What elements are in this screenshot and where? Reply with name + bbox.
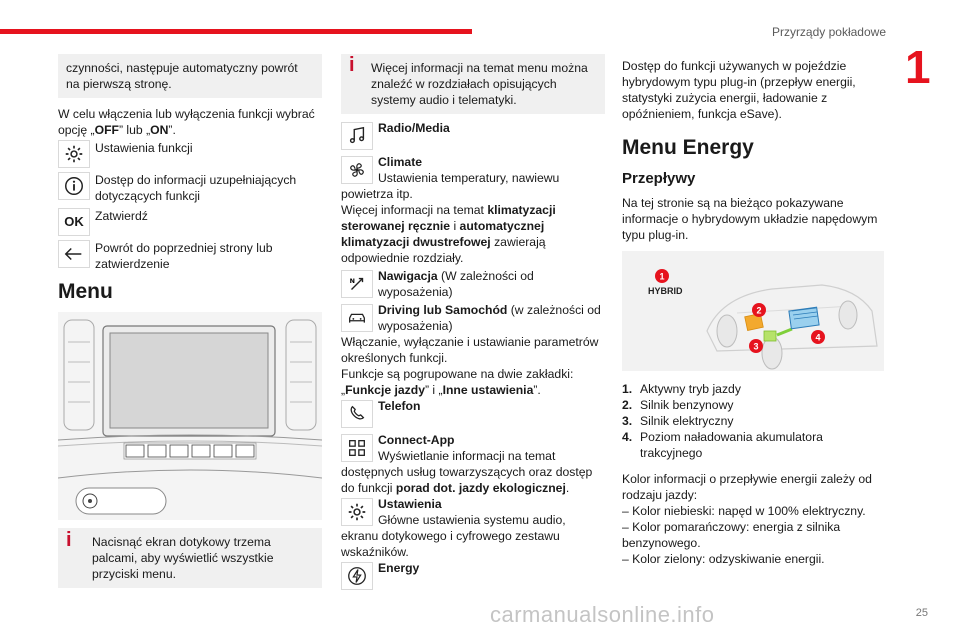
on-label: ON (150, 123, 169, 137)
menu-heading: Menu (58, 280, 113, 303)
list-text: Poziom naładowania akumulatora trakcyjnego (640, 430, 823, 460)
apps-grid-icon (341, 434, 373, 462)
tabs-text-3: ”. (533, 383, 541, 397)
connect-eco-advice: porad dot. jazdy ekologicznej (395, 481, 566, 495)
onoff-text-3: ”. (168, 123, 176, 137)
energy-bolt-icon (341, 562, 373, 590)
page-number: 25 (915, 607, 928, 619)
tabs-text-1: Funkcje są pogrupowane na dwie zakładki: „ (341, 367, 574, 397)
row-text: Powrót do poprzedniej strony lub zatwierdzenie (95, 241, 273, 271)
item-navigation (341, 268, 605, 300)
item-driving (341, 302, 605, 334)
fan-icon (341, 156, 373, 184)
info-icon (58, 172, 90, 200)
color-intro: Kolor informacji o przepływie energii zależy od rodzaju jazdy: (622, 472, 872, 502)
dashboard-illustration (58, 312, 322, 520)
item-phone (341, 398, 605, 430)
column-1 (58, 54, 322, 588)
three-finger-note-text: Nacisnąć ekran dotykowy trzema palcami, aby wyświetlić wszystkie przyciski menu. (92, 535, 274, 581)
tabs-text-2: ” i „ (424, 383, 443, 397)
settings-desc: Główne ustawienia systemu audio, ekranu dotykowego i cyfrowego zestawu wskaźników. (341, 513, 566, 559)
info-note-icon: i (66, 529, 72, 551)
item-settings (341, 496, 605, 560)
hybrid-label: HYBRID (648, 286, 683, 296)
connect-title: Connect-App (378, 433, 455, 447)
row-info (58, 172, 322, 204)
row-back (58, 240, 322, 272)
list-text: Silnik elektryczny (640, 414, 734, 428)
radio-title: Radio/Media (378, 121, 450, 135)
ok-icon: OK (58, 208, 90, 236)
column-3 (622, 58, 886, 567)
row-confirm (58, 208, 322, 236)
list-number: 1. (622, 382, 633, 396)
legend-list (622, 381, 886, 461)
row-text: Zatwierdź (95, 209, 148, 223)
climate-desc: Ustawienia temperatury, nawiewu powietrza itp. (341, 171, 560, 201)
color-orange: – Kolor pomarańczowy: energia z silnika benzynowego. (622, 520, 841, 550)
navigation-arrow-icon (341, 270, 373, 298)
drive-more: Włączanie, wyłączanie i ustawianie parametrów określonych funkcji. (341, 335, 599, 365)
header-accent-bar (0, 29, 472, 34)
tabs-paragraph (341, 366, 605, 398)
onoff-paragraph (58, 106, 322, 138)
connect-desc-2: . (565, 481, 570, 495)
audio-info-note-text: Więcej informacji na temat menu można znaleźć w rozdziałach opisujących systemy audio i telematyki. (371, 61, 588, 107)
item-radio (341, 120, 605, 152)
list-item (622, 381, 886, 397)
svg-text:1: 1 (659, 271, 665, 282)
column-2 (341, 54, 605, 592)
list-text: Aktywny tryb jazdy (640, 382, 741, 396)
section-title: Przyrządy pokładowe (771, 25, 886, 39)
climate-manual: klimatyzacji sterowanej ręcznie (341, 203, 556, 233)
music-note-icon (341, 122, 373, 150)
gear-icon (58, 140, 90, 168)
flows-subheading: Przepływy (622, 170, 696, 187)
color-green: – Kolor zielony: odzyskiwanie energii. (622, 552, 825, 566)
phone-title: Telefon (378, 399, 421, 413)
onoff-text-2: ” lub „ (118, 123, 151, 137)
svg-text:3: 3 (753, 341, 759, 352)
tab-other-settings: Inne ustawienia (442, 383, 534, 397)
item-connect-app (341, 432, 605, 496)
nav-title: Nawigacja (378, 269, 438, 283)
info-note-icon: i (349, 54, 355, 76)
energy-intro: Dostęp do funkcji używanych w pojeździe hybrydowym typu plug-in (przepływ energii, statystyki zużycia energii, ładowanie z opóźnieniem, funkcja eSave). (622, 59, 856, 121)
climate-title: Climate (378, 155, 423, 169)
hybrid-flow-diagram (622, 251, 884, 371)
back-arrow-icon (58, 240, 90, 268)
color-blue: – Kolor niebieski: napęd w 100% elektryczny. (622, 504, 866, 518)
phone-icon (341, 400, 373, 428)
continued-note-text: czynności, następuje automatyczny powrót na pierwszą stronę. (66, 61, 298, 91)
watermark: carmanualsonline.info (490, 602, 715, 627)
off-label: OFF (94, 123, 119, 137)
car-icon (341, 304, 373, 332)
settings-title: Ustawienia (378, 497, 442, 511)
svg-text:4: 4 (815, 332, 821, 343)
chapter-number: 1 (905, 41, 931, 93)
list-number: 4. (622, 430, 633, 444)
continued-note (58, 54, 322, 98)
svg-text:N: N (349, 277, 356, 286)
energy-menu-heading: Menu Energy (622, 136, 754, 159)
row-text: Dostęp do informacji uzupełniających dotyczących funkcji (95, 173, 297, 203)
list-number: 3. (622, 414, 633, 428)
onoff-text-1: W celu włączenia lub wyłączenia funkcji wybrać opcję „ (58, 107, 315, 137)
list-item (622, 429, 886, 461)
energy-title: Energy (378, 561, 420, 575)
climate-more-text-1: Więcej informacji na temat (341, 203, 488, 217)
list-item (622, 413, 886, 429)
item-energy (341, 560, 605, 592)
audio-info-note (341, 54, 605, 114)
climate-more-text-2: i (450, 219, 460, 233)
svg-text:2: 2 (756, 305, 762, 316)
row-text: Ustawienia funkcji (95, 141, 193, 155)
climate-more (341, 202, 605, 266)
drive-title: Driving lub Samochód (378, 303, 508, 317)
connect-desc-1: Wyświetlanie informacji na temat dostępnych usług towarzyszących oraz dostęp do funkcji (341, 449, 593, 495)
list-item (622, 397, 886, 413)
tab-driving-functions: Funkcje jazdy (345, 383, 425, 397)
drive-desc: (w zależności od wyposażenia) (378, 303, 601, 333)
settings-gear-icon (341, 498, 373, 526)
list-number: 2. (622, 398, 633, 412)
climate-auto: automatycznej klimatyzacji dwustrefowej (341, 219, 545, 249)
list-text: Silnik benzynowy (640, 398, 734, 412)
climate-more-text-3: zawierają odpowiednie rozdziały. (341, 235, 546, 265)
item-climate (341, 154, 605, 202)
row-feature-settings (58, 140, 322, 168)
nav-desc: (W zależności od wyposażenia) (378, 269, 534, 299)
three-finger-note (58, 528, 322, 588)
flows-description: Na tej stronie są na bieżąco pokazywane informacje o hybrydowym układzie napędowym typu plug-in. (622, 196, 878, 242)
